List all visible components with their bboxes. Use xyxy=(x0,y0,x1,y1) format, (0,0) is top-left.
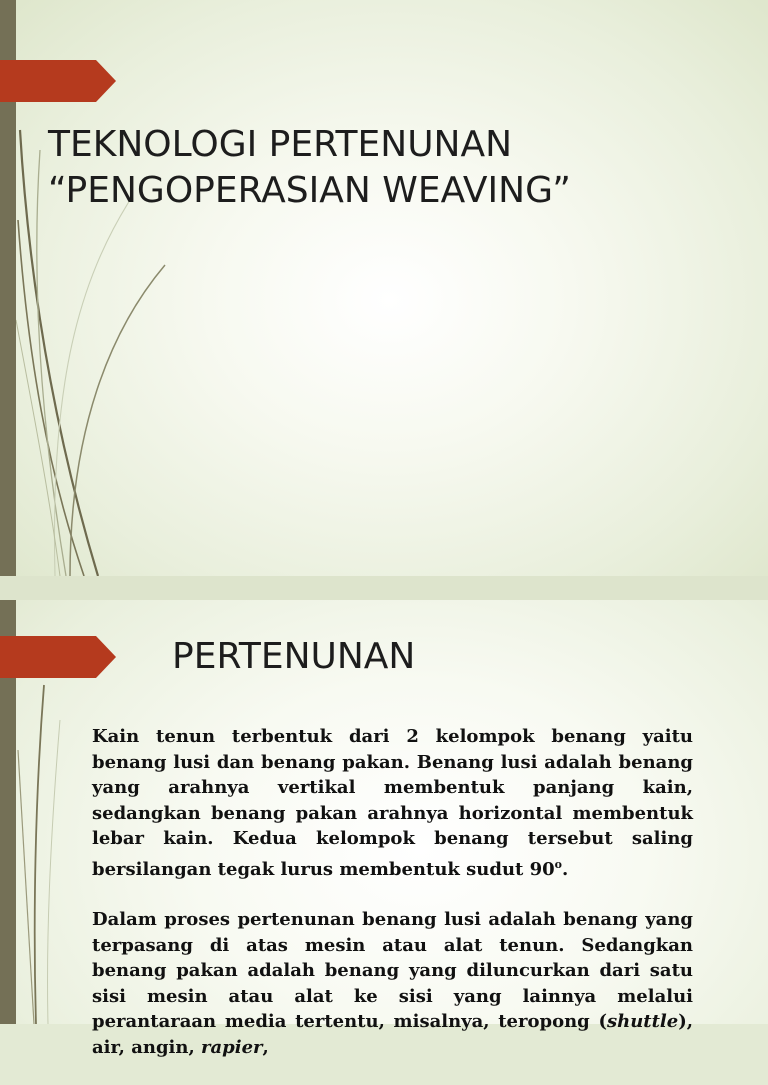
slide-title xyxy=(48,122,748,214)
content-slide xyxy=(0,600,768,1058)
slide-title: PERTENUNAN xyxy=(172,636,416,677)
accent-tab xyxy=(0,60,116,102)
title-line-2: “PENGOPERASIAN WEAVING” xyxy=(48,170,571,211)
title-line-1: TEKNOLOGI PERTENUNAN xyxy=(48,124,513,165)
body-text xyxy=(92,724,693,1085)
paragraph-1: Kain tenun terbentuk dari 2 kelompok benang yaitu benang lusi dan benang pakan. Benang lusi adalah benang yang arahnya vertikal membentuk panjang kain, sedangkan benang pakan arahnya horizontal membentuk lebar kain. Kedua kelompok benang tersebut saling bersilangan tegak lurus membentuk sudut 90$^o$. xyxy=(92,726,693,880)
paragraph-2: Dalam proses pertenunan benang lusi adalah benang yang terpasang di atas mesin atau alat tenun. Sedangkan benang pakan adalah benang yang diluncurkan dari satu sisi mesin atau alat ke sisi yang lainnya melalui perantaraan media tertentu, misalnya, teropong (shuttle), air, angin, rapier, xyxy=(92,909,693,1058)
accent-tab xyxy=(0,636,116,678)
slide-gap xyxy=(0,576,768,600)
